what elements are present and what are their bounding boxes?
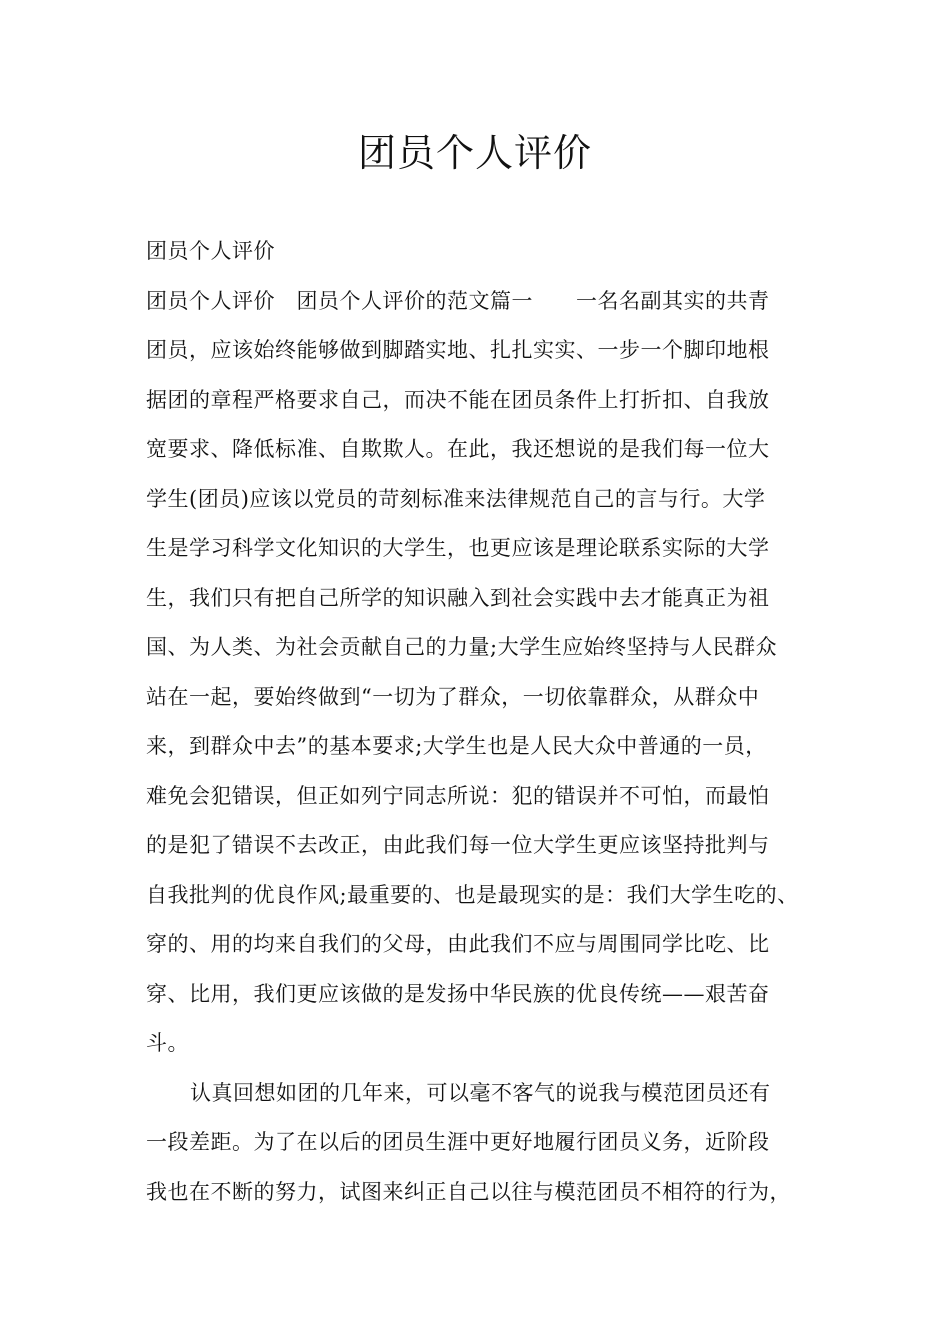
body-line: 站在一起，要始终做到“一切为了群众，一切依靠群众，从群众中 <box>146 684 760 709</box>
body-line: 团员个人评价 团员个人评价的范文篇一 一名名副其实的共青 <box>146 288 770 313</box>
body-line: 生，我们只有把自己所学的知识融入到社会实践中去才能真正为祖 <box>146 585 770 610</box>
document-title: 团员个人评价 <box>357 131 592 175</box>
body-line: 自我批判的优良作风;最重要的、也是最现实的是：我们大学生吃的、 <box>146 882 799 907</box>
body-line: 斗。 <box>146 1031 189 1055</box>
body-line: 据团的章程严格要求自己，而决不能在团员条件上打折扣、自我放 <box>146 387 770 412</box>
body-line: 穿、比用，我们更应该做的是发扬中华民族的优良传统——艰苦奋 <box>146 981 770 1006</box>
body-line: 我也在不断的努力，试图来纠正自己以往与模范团员不相符的行为， <box>146 1179 791 1204</box>
body-line: 国、为人类、为社会贡献自己的力量;大学生应始终坚持与人民群众 <box>146 635 778 659</box>
body-line: 穿的、用的均来自我们的父母，由此我们不应与周围同学比吃、比 <box>146 932 770 956</box>
body-line: 学生(团员)应该以党员的苛刻标准来法律规范自己的言与行。大学 <box>146 486 766 511</box>
body-line: 生是学习科学文化知识的大学生，也更应该是理论联系实际的大学 <box>146 536 770 560</box>
body-line: 的是犯了错误不去改正，由此我们每一位大学生更应该坚持批判与 <box>146 833 770 857</box>
body-line: 团员，应该始终能够做到脚踏实地、扎扎实实、一步一个脚印地根 <box>146 338 770 362</box>
body-line: 难免会犯错误，但正如列宁同志所说：犯的错误并不可怕，而最怕 <box>146 783 770 808</box>
body-line: 来，到群众中去”的基本要求;大学生也是人民大众中普通的一员， <box>146 734 767 758</box>
document-body <box>146 227 836 1217</box>
paragraph-start-line: 认真回想如团的几年来，可以毫不客气的说我与模范团员还有 <box>190 1080 771 1105</box>
subtitle-line: 团员个人评价 <box>146 239 275 263</box>
body-line: 一段差距。为了在以后的团员生涯中更好地履行团员义务，近阶段 <box>146 1130 770 1154</box>
body-line: 宽要求、降低标准、自欺欺人。在此，我还想说的是我们每一位大 <box>146 437 770 461</box>
